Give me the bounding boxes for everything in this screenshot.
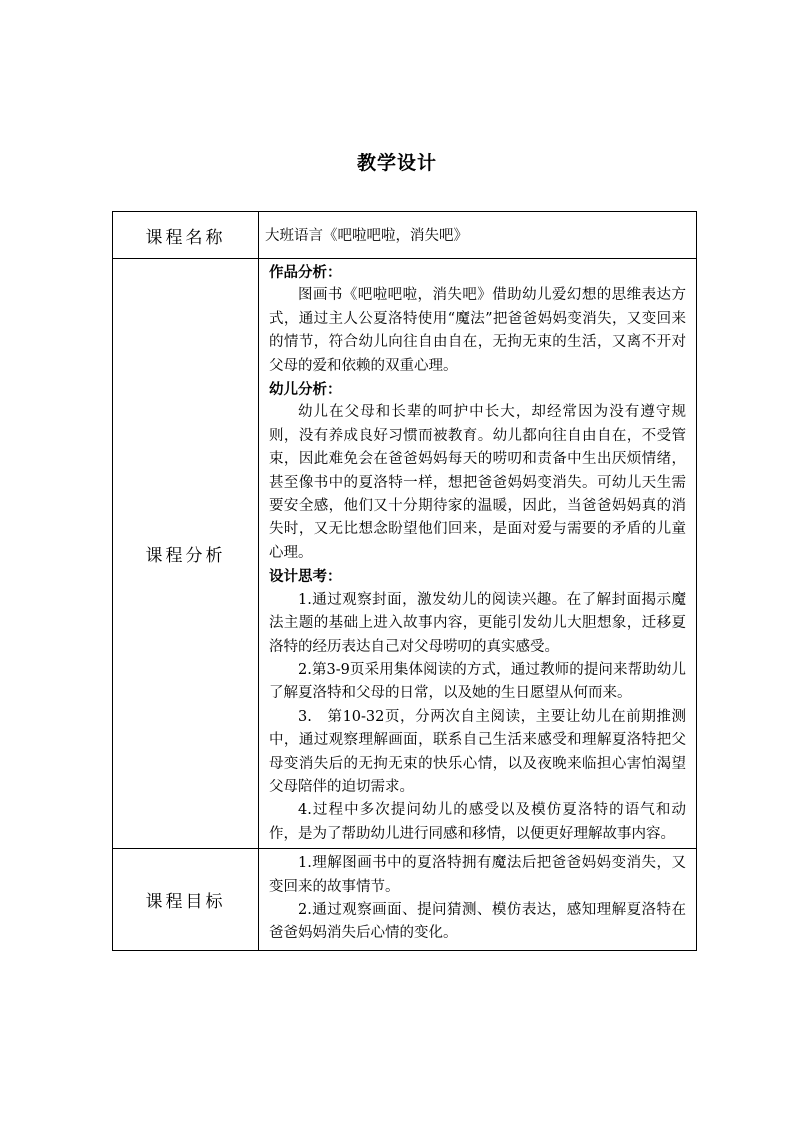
course-name-value: 大班语言《吧啦吧啦，消失吧》 [265,228,468,244]
design-point: 2.第3-9页采用集体阅读的方式，通过教师的提问来帮助幼儿了解夏洛特和父母的日常，以及她的生日愿望从何而来。 [269,661,686,702]
design-point: 1.通过观察封面，激发幼儿的阅读兴趣。在了解封面揭示魔法主题的基础上进入故事内容，更能引发幼儿大胆想象，迁移夏洛特的经历表达自己对父母唠叨的真实感受。 [269,591,686,655]
work-analysis-paragraph: 图画书《吧啦吧啦，消失吧》借助幼儿爱幻想的思维表达方式，通过主人公夏洛特使用“魔法”把爸爸妈妈变消失，又变回来的情节，符合幼儿向往自由自在，无拘无束的生活，又离不开对父母的爱和依赖的双重心理。 [269,287,686,374]
child-analysis-heading: 幼儿分析： [269,381,342,399]
label-cell-course-analysis [113,259,259,849]
teaching-design-table [112,211,697,951]
label-cell-course-goals [113,849,259,951]
course-goals-label: 课程目标 [145,891,226,912]
value-cell-course-name [259,212,697,259]
design-thinking-heading: 设计思考： [269,568,342,586]
design-point: 4.过程中多次提问幼儿的感受以及模仿夏洛特的语气和动作，是为了帮助幼儿进行同感和移情，以便更好理解故事内容。 [269,802,686,842]
child-analysis-paragraph: 幼儿在父母和长辈的呵护中长大，却经常因为没有遵守规则，没有养成良好习惯而被教育。幼儿都向往自由自在，不受管束，因此难免会在爸爸妈妈每天的唠叨和责备中生出厌烦情绪，甚至像书中的夏洛特一样，想把爸爸妈妈变消失。可幼儿天生需要安全感，他们又十分期待家的温暖，因此，当爸爸妈妈真的消失时，又无比想念盼望他们回来，是面对爱与需要的矛盾的儿童心理。 [269,404,686,561]
design-point: 3. 第10-32页，分两次自主阅读，主要让幼儿在前期推测中，通过观察理解画面，联系自己生活来感受和理解夏洛特把父母变消失后的无拘无束的快乐心情，以及夜晚来临担心害怕渴望父母陪伴的迫切需求。 [269,708,686,795]
course-goal-item: 1.理解图画书中的夏洛特拥有魔法后把爸爸妈妈变消失，又变回来的故事情节。 [269,855,686,895]
course-analysis-label: 课程分析 [145,546,226,567]
work-analysis-heading: 作品分析： [269,264,342,281]
label-cell-course-name [113,212,259,259]
row-course-goals [113,849,697,951]
document-title: 教学设计 [356,152,437,174]
course-goal-item: 2.通过观察画面、提问猜测、模仿表达，感知理解夏洛特在爸爸妈妈消失后心情的变化。 [269,901,686,942]
value-cell-course-goals [259,849,697,951]
course-name-label: 课程名称 [145,227,226,248]
row-course-name [113,212,697,259]
row-course-analysis [113,259,697,849]
value-cell-course-analysis [259,259,697,849]
